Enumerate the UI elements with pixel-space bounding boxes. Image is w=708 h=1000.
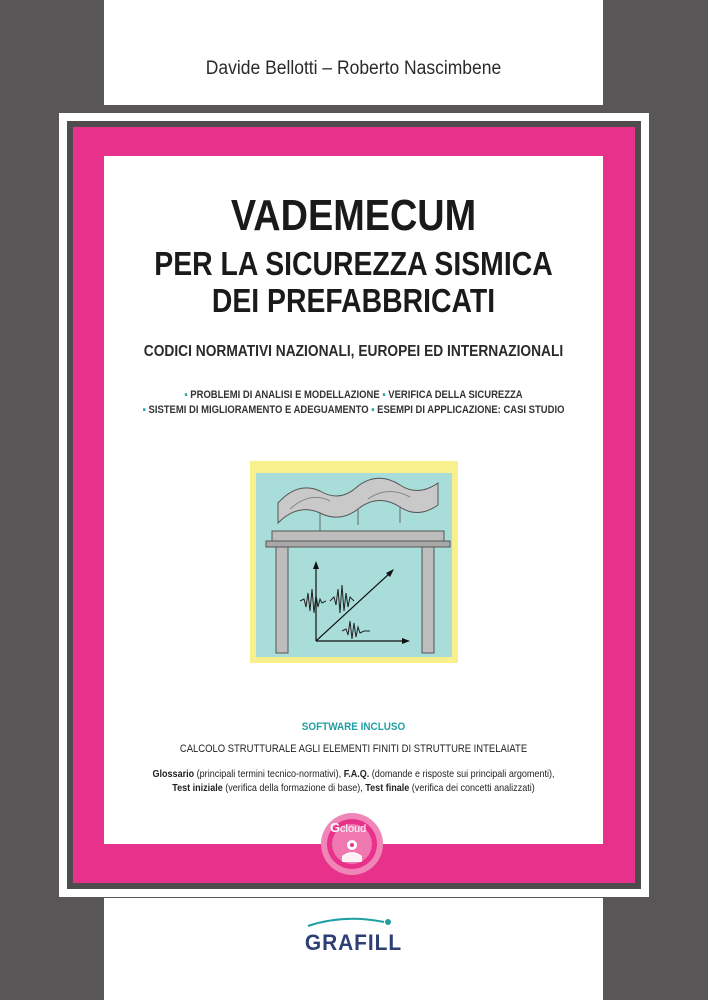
topic-item: VERIFICA DELLA SICUREZZA — [388, 389, 523, 401]
gcloud-letter: G — [330, 820, 341, 835]
bullet-icon: ▪ — [382, 389, 386, 401]
software-heading: SOFTWARE INCLUSO — [301, 721, 406, 733]
glossario-label: Glossario — [152, 768, 195, 780]
test-finale-desc: (verifica dei concetti analizzati) — [409, 782, 535, 794]
title-line-2: PER LA SICUREZZA SISMICA — [154, 245, 553, 282]
gcloud-label: cloud — [340, 823, 367, 835]
gcloud-disc-icon — [320, 812, 384, 876]
bullet-icon: ▪ — [142, 404, 146, 416]
subtitle: CODICI NORMATIVI NAZIONALI, EUROPEI ED INTERNAZIONALI — [143, 343, 564, 360]
publisher-strip — [104, 898, 603, 1000]
test-iniziale-label: Test iniziale — [172, 782, 223, 794]
test-iniziale-desc: (verifica della formazione di base), — [222, 782, 366, 794]
extras-line-2 — [139, 782, 568, 794]
topic-item: ESEMPI DI APPLICAZIONE: CASI STUDIO — [377, 404, 565, 416]
bullet-icon: ▪ — [371, 404, 375, 416]
title-line-1: VADEMECUM — [230, 191, 477, 240]
glossario-desc: (principali termini tecnico-normativi), — [194, 768, 344, 780]
faq-label: F.A.Q. — [343, 768, 370, 780]
topics-row-1 — [139, 389, 568, 401]
top-author-strip — [104, 0, 603, 105]
seismic-structure-illustration — [250, 461, 458, 663]
topics-row-2 — [139, 404, 568, 416]
test-finale-label: Test finale — [365, 782, 410, 794]
topic-item: SISTEMI DI MIGLIORAMENTO E ADEGUAMENTO — [148, 404, 369, 416]
cover-content — [104, 156, 603, 844]
publisher-logo: GRAFILL — [304, 930, 403, 955]
authors: Davide Bellotti – Roberto Nascimbene — [205, 58, 502, 79]
title-line-3: DEI PREFABBRICATI — [211, 282, 496, 319]
faq-desc: (domande e risposte sui principali argomenti), — [369, 768, 555, 780]
topic-item: PROBLEMI DI ANALISI E MODELLAZIONE — [190, 389, 380, 401]
bullet-icon: ▪ — [184, 389, 188, 401]
software-description: CALCOLO STRUTTURALE AGLI ELEMENTI FINITI DI STRUTTURE INTELAIATE — [179, 743, 528, 755]
extras-line-1 — [139, 768, 568, 780]
